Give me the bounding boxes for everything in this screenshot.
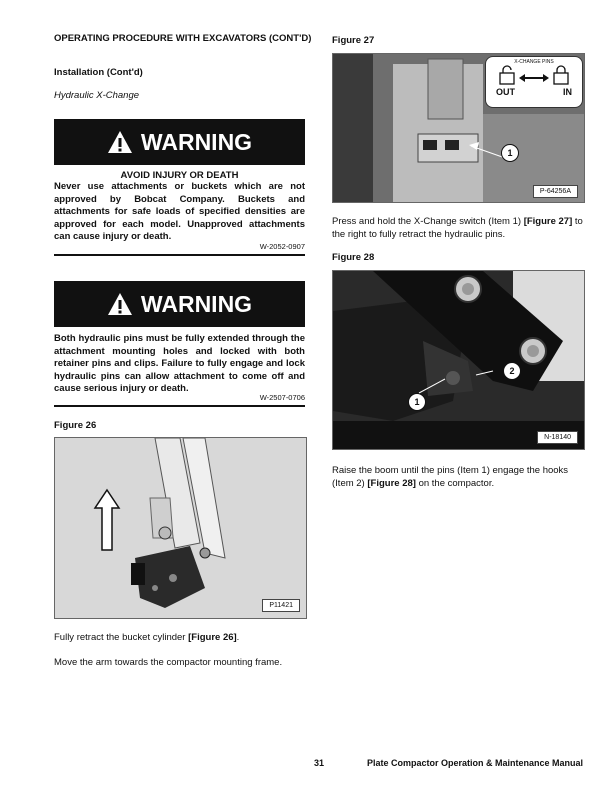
step-1-text: Fully retract the bucket cylinder — [54, 632, 189, 643]
figure-26-label: Figure 26 — [54, 420, 97, 431]
callout-2: 2 — [503, 362, 521, 380]
divider — [54, 405, 305, 407]
figure-28-tag: N-18140 — [537, 431, 578, 444]
warning-code-1: W-2052-0907 — [259, 242, 305, 251]
warning-label-1: WARNING — [140, 128, 253, 155]
figure-28-image — [332, 270, 585, 450]
paragraph-2-text: Raise the boom until the pins (Item 1) engage the hooks (Item 2) — [332, 465, 569, 489]
callout-1: 1 — [408, 393, 426, 411]
paragraph-1-end: to the right to fully retract the hydraulic pins. — [332, 216, 583, 240]
warning-banner-2 — [54, 281, 305, 327]
figure-27-image — [332, 53, 585, 203]
figure-27-label: Figure 27 — [332, 35, 375, 46]
figure-ref: [Figure 26] — [188, 632, 237, 643]
warning-triangle-icon — [107, 292, 133, 316]
warning-label-2: WARNING — [140, 290, 253, 317]
step-1 — [54, 632, 314, 645]
figure-26-image — [54, 437, 307, 619]
paragraph-1 — [332, 216, 588, 241]
figure-ref: [Figure 28] — [367, 477, 416, 489]
callout-1: 1 — [501, 144, 519, 162]
step-1-end: . — [236, 632, 240, 643]
subsection-title: Installation (Cont'd) — [54, 67, 143, 78]
paragraph-1-text: Press and hold the X-Change switch (Item 1) — [332, 216, 524, 227]
warning-banner-1 — [54, 119, 305, 165]
inset-title: X-CHANGE PINS — [514, 59, 554, 65]
footer-title: Plate Compactor Operation & Maintenance Manual — [367, 758, 584, 768]
warning-text-2: Both hydraulic pins must be fully extended through the attachment mounting holes and locked with both retainer pins and clips. Failure to fully engage and lock hydraulic pins can allow attachment to come off and cause serious injury or death. — [54, 333, 305, 394]
paragraph-2 — [332, 465, 588, 490]
page-number: 31 — [314, 758, 325, 768]
lock-arrows-icon — [486, 65, 582, 87]
x-change-inset — [485, 56, 583, 108]
inset-in: IN — [563, 87, 572, 97]
paragraph-2-end: on the compactor. — [415, 477, 495, 489]
inset-out: OUT — [496, 87, 515, 97]
step-2: Move the arm towards the compactor mounting frame. — [54, 657, 283, 668]
topic-title: Hydraulic X-Change — [54, 90, 140, 101]
warning-triangle-icon — [107, 130, 133, 154]
warning-text-1: Never use attachments or buckets which are not approved by Bobcat Company. Buckets and attachments for safe loads of specified densities are approved for each model. Unapproved attachments can cause injury or death. — [54, 181, 305, 242]
figure-28-label: Figure 28 — [332, 252, 375, 263]
warning-heading-1: AVOID INJURY OR DEATH — [120, 170, 239, 181]
divider — [54, 254, 305, 256]
figure-26-tag: P11421 — [262, 599, 300, 612]
figure-27-tag: P-64256A — [533, 185, 578, 198]
figure-ref: [Figure 27] — [523, 216, 573, 227]
section-title: OPERATING PROCEDURE WITH EXCAVATORS (CONT'D) — [54, 33, 312, 44]
warning-code-2: W-2507-0706 — [259, 393, 305, 402]
